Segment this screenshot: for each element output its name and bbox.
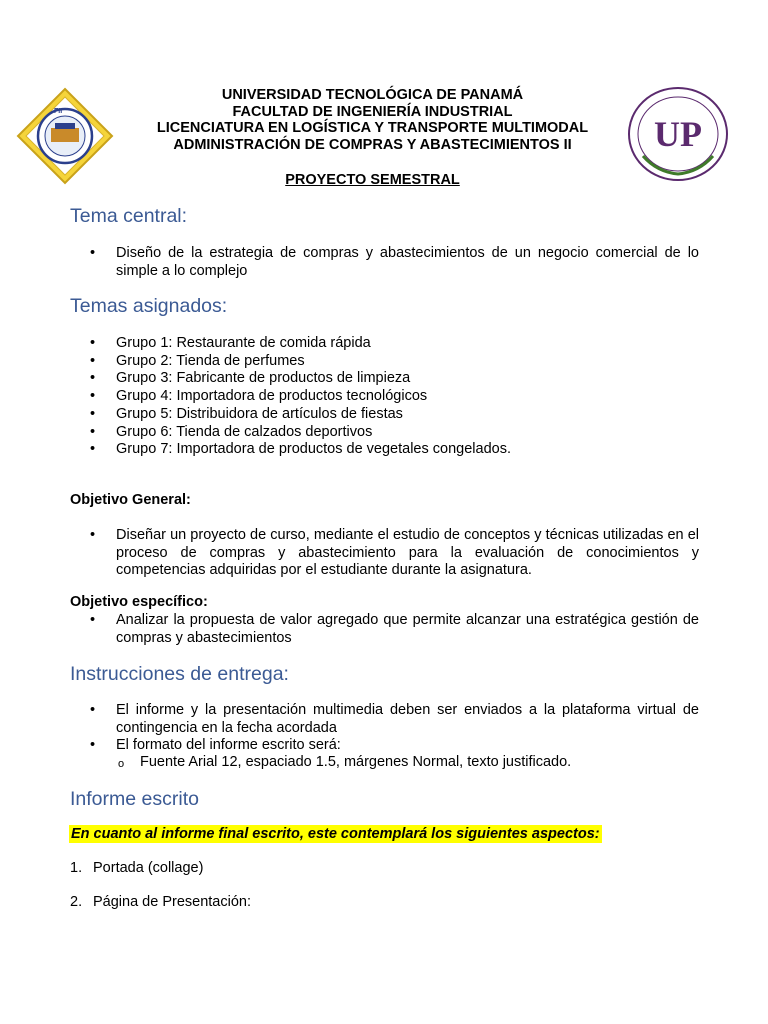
list-item: • Grupo 1: Restaurante de comida rápida	[90, 335, 371, 351]
heading-temas-asignados: Temas asignados:	[70, 295, 228, 317]
heading-instrucciones: Instrucciones de entrega:	[70, 663, 289, 685]
tema-central-list	[0, 245, 699, 280]
numbered-item: 1. Portada (collage)	[70, 860, 204, 876]
list-item: • Grupo 5: Distribuidora de artículos de fiestas	[90, 405, 403, 422]
objetivo-general-list	[0, 527, 699, 580]
instrucciones-sublist	[0, 754, 571, 772]
temas-asignados-list	[0, 335, 699, 459]
university-logo	[627, 86, 729, 182]
heading-informe-escrito: Informe escrito	[70, 788, 199, 810]
list-item: • Grupo 7: Importadora de productos de vegetales congelados.	[90, 441, 511, 458]
heading-objetivo-especifico: Objetivo específico:	[70, 594, 208, 610]
list-item: • Grupo 6: Tienda de calzados deportivos	[90, 423, 373, 440]
faculty-logo	[16, 87, 114, 185]
header-line-degree: LICENCIATURA EN LOGÍSTICA Y TRANSPORTE MULTIMODAL	[156, 120, 589, 136]
list-item: • Diseño de la estrategia de compras y abastecimientos de un negocio comercial de lo simple a lo complejo	[90, 245, 699, 279]
svg-text:UP: UP	[654, 114, 702, 154]
header-line-university: UNIVERSIDAD TECNOLÓGICA DE PANAMÁ	[221, 87, 524, 103]
list-item: • Grupo 3: Fabricante de productos de limpieza	[90, 370, 411, 387]
heading-tema-central: Tema central:	[70, 205, 188, 227]
list-item: • El formato del informe escrito será:	[90, 737, 341, 754]
list-item: • El informe y la presentación multimedia deben ser enviados a la plataforma virtual de contingencia en la fecha acordada	[90, 702, 699, 736]
list-item: • Grupo 2: Tienda de perfumes	[90, 352, 305, 369]
sublist-item: o Fuente Arial 12, espaciado 1.5, márgenes Normal, texto justificado.	[118, 754, 572, 770]
svg-text:FII: FII	[54, 108, 63, 115]
instrucciones-list	[0, 702, 699, 755]
list-item: • Analizar la propuesta de valor agregado que permite alcanzar una estratégica gestión de compras y abastecimientos	[90, 612, 699, 646]
highlighted-instruction: En cuanto al informe final escrito, este contemplará los siguientes aspectos:	[71, 826, 600, 842]
objetivo-especifico-list	[0, 612, 699, 647]
numbered-item: 2. Página de Presentación:	[70, 894, 251, 910]
header-line-course: ADMINISTRACIÓN DE COMPRAS Y ABASTECIMIENTOS II	[173, 136, 572, 153]
header-block	[120, 87, 625, 153]
project-title: PROYECTO SEMESTRAL	[285, 172, 460, 188]
header-line-faculty: FACULTAD DE INGENIERÍA INDUSTRIAL	[232, 103, 513, 120]
list-item: • Grupo 4: Importadora de productos tecnológicos	[90, 388, 428, 405]
list-item: • Diseñar un proyecto de curso, mediante el estudio de conceptos y técnicas utilizadas en el proceso de compras y abastecimiento para la evaluación de conocimientos y competencias adquiridas por el estudiante durante la asignatura.	[90, 527, 699, 579]
heading-objetivo-general: Objetivo General:	[70, 492, 191, 508]
